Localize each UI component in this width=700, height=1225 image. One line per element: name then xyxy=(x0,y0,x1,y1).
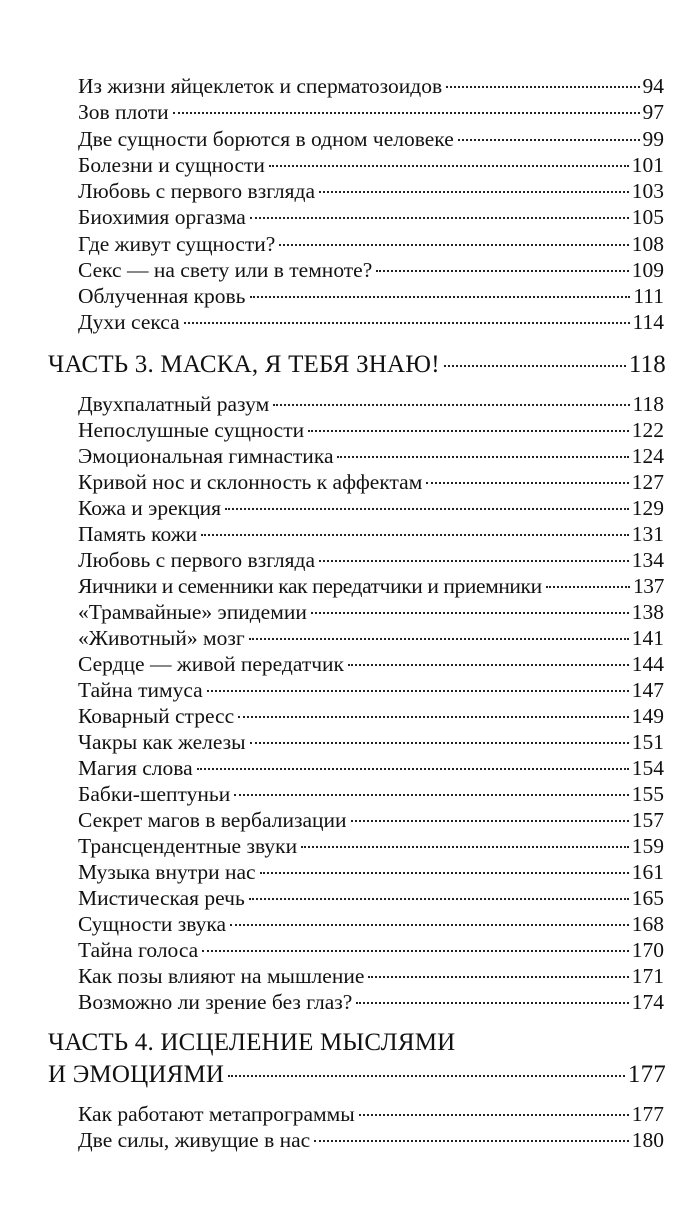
toc-entry xyxy=(78,469,664,495)
dot-leader xyxy=(351,820,629,822)
toc-entry-page: 165 xyxy=(631,886,664,910)
dot-leader xyxy=(301,846,629,848)
toc-entry-title: Болезни и сущности xyxy=(78,153,265,177)
toc-entry-title: Кожа и эрекция xyxy=(78,496,222,520)
toc-entry-page: 111 xyxy=(633,284,664,308)
toc-entry-page: 171 xyxy=(631,964,664,988)
toc-entry-title: Где живут сущности? xyxy=(78,232,276,256)
dot-leader xyxy=(376,270,628,272)
part-title-line2: И ЭМОЦИЯМИ xyxy=(48,1061,225,1088)
toc-entry xyxy=(78,703,664,729)
toc-entry-page: 180 xyxy=(631,1128,664,1152)
toc-entry-page: 149 xyxy=(631,704,664,728)
dot-leader xyxy=(201,534,629,536)
toc-entry-title: Магия слова xyxy=(78,756,193,780)
toc-entry xyxy=(78,283,664,309)
dot-leader xyxy=(173,112,640,114)
toc-entry-page: 109 xyxy=(631,258,664,282)
dot-leader xyxy=(356,1002,628,1004)
dot-leader xyxy=(250,742,629,744)
toc-entry-page: 138 xyxy=(631,600,664,624)
toc-entry xyxy=(78,152,664,178)
toc-entry xyxy=(78,495,664,521)
toc-entry-title: Секрет магов в вербализации xyxy=(78,808,347,832)
toc-entry-title: Эмоциональная гимнастика xyxy=(78,444,334,468)
dot-leader xyxy=(250,296,631,298)
dot-leader xyxy=(260,872,629,874)
toc-entry-title: Из жизни яйцеклеток и сперматозоидов xyxy=(78,74,443,98)
toc-entry xyxy=(78,625,664,651)
toc-entry xyxy=(78,729,664,755)
toc-part-heading xyxy=(48,1060,666,1090)
toc-entry-page: 177 xyxy=(631,1102,664,1126)
dot-leader xyxy=(308,430,629,432)
toc-entry-title: Облученная кровь xyxy=(78,284,246,308)
toc-part-heading xyxy=(48,350,666,380)
toc-entry-page: 154 xyxy=(631,756,664,780)
toc-entry-title: Зов плоти xyxy=(78,100,169,124)
toc-entry-page: 168 xyxy=(631,912,664,936)
toc-entry xyxy=(78,755,664,781)
dot-leader xyxy=(444,365,626,367)
toc-entry-title: Сердце — живой передатчик xyxy=(78,652,344,676)
dot-leader xyxy=(202,950,629,952)
toc-entry-page: 114 xyxy=(632,310,664,334)
toc-entry-page: 103 xyxy=(631,179,664,203)
toc-entry-title: Любовь с первого взгляда xyxy=(78,179,316,203)
toc-entry-page: 99 xyxy=(642,127,664,151)
toc-entry xyxy=(78,521,664,547)
toc-entry xyxy=(78,989,664,1015)
toc-entry-title: Яичники и семенники как передатчики и приемники xyxy=(78,574,542,598)
toc-entry-title: «Животный» мозг xyxy=(78,626,245,650)
toc-entry-page: 118 xyxy=(632,392,664,416)
dot-leader xyxy=(249,638,629,640)
toc-entry-page: 101 xyxy=(631,153,664,177)
toc-entry-title: Две сущности борются в одном человеке xyxy=(78,127,454,151)
toc-entry-title: Музыка внутри нас xyxy=(78,860,256,884)
toc-entry xyxy=(78,807,664,833)
toc-entry-page: 122 xyxy=(631,418,664,442)
toc-entry-title: Непослушные сущности xyxy=(78,418,305,442)
toc-entry-title: Мистическая речь xyxy=(78,886,245,910)
part-page: 118 xyxy=(628,351,666,378)
toc-entry-page: 155 xyxy=(631,782,664,806)
toc-entry-title: Сущности звука xyxy=(78,912,227,936)
dot-leader xyxy=(458,139,640,141)
toc-entry-title: Духи секса xyxy=(78,310,180,334)
part-title-line1: ЧАСТЬ 4. ИСЦЕЛЕНИЕ МЫСЛЯМИ xyxy=(48,1029,456,1056)
toc-entry-title: Тайна голоса xyxy=(78,938,199,962)
toc-entry-title: Две силы, живущие в нас xyxy=(78,1128,311,1152)
toc-entry-page: 159 xyxy=(631,834,664,858)
toc-entry-page: 134 xyxy=(631,548,664,572)
toc-entry-title: Память кожи xyxy=(78,522,198,546)
toc-entry xyxy=(78,99,664,125)
toc-entry-title: Бабки-шептуньи xyxy=(78,782,231,806)
dot-leader xyxy=(319,191,629,193)
part-page: 177 xyxy=(627,1061,666,1088)
toc-entry-title: Как работают метапрограммы xyxy=(78,1102,355,1126)
dot-leader xyxy=(319,560,629,562)
dot-leader xyxy=(311,612,629,614)
dot-leader xyxy=(197,768,629,770)
dot-leader xyxy=(273,404,629,406)
toc-entry-page: 144 xyxy=(631,652,664,676)
toc-entry xyxy=(78,257,664,283)
dot-leader xyxy=(238,716,629,718)
toc-entry-title: «Трамвайные» эпидемии xyxy=(78,600,307,624)
toc-entry xyxy=(78,73,664,99)
part-title: ЧАСТЬ 3. МАСКА, Я ТЕБЯ ЗНАЮ! xyxy=(48,351,440,378)
toc-entry-title: Кривой нос и склонность к аффектам xyxy=(78,470,423,494)
toc-entry xyxy=(78,651,664,677)
toc-entry-title: Трансцендентные звуки xyxy=(78,834,298,858)
toc-entry xyxy=(78,231,664,257)
toc-entry-title: Возможно ли зрение без глаз? xyxy=(78,990,353,1014)
dot-leader xyxy=(207,690,629,692)
toc-entry xyxy=(78,911,664,937)
toc-entry xyxy=(78,677,664,703)
dot-leader xyxy=(314,1140,629,1142)
toc-entry-page: 151 xyxy=(631,730,664,754)
toc-entry xyxy=(78,126,664,152)
dot-leader xyxy=(225,508,629,510)
dot-leader xyxy=(337,456,628,458)
toc-entry xyxy=(78,547,664,573)
toc-entry xyxy=(78,781,664,807)
toc-entry-page: 129 xyxy=(631,496,664,520)
dot-leader xyxy=(230,924,629,926)
dot-leader xyxy=(249,898,629,900)
toc-entry-page: 141 xyxy=(631,626,664,650)
toc-entry-page: 105 xyxy=(631,205,664,229)
toc-entry-page: 97 xyxy=(642,100,664,124)
toc-entry-title: Как позы влияют на мышление xyxy=(78,964,365,988)
toc-entry-page: 137 xyxy=(632,574,664,598)
toc-entry xyxy=(78,599,664,625)
toc-entry xyxy=(78,1101,664,1127)
dot-leader xyxy=(426,482,628,484)
toc-entry xyxy=(78,885,664,911)
toc-entry-page: 147 xyxy=(631,678,664,702)
toc-entry xyxy=(78,443,664,469)
toc-entry-page: 108 xyxy=(631,232,664,256)
toc-entry-page: 174 xyxy=(631,990,664,1014)
toc-entry-title: Секс — на свету или в темноте? xyxy=(78,258,373,282)
toc-entry xyxy=(78,309,664,335)
toc-entry xyxy=(78,1127,664,1153)
toc-entry-title: Любовь с первого взгляда xyxy=(78,548,316,572)
dot-leader xyxy=(359,1114,629,1116)
toc-entry xyxy=(78,859,664,885)
toc-entry-title: Тайна тимуса xyxy=(78,678,203,702)
toc-entry-page: 157 xyxy=(631,808,664,832)
dot-leader xyxy=(184,322,630,324)
dot-leader xyxy=(368,976,628,978)
dot-leader xyxy=(279,244,628,246)
toc-entry xyxy=(78,937,664,963)
toc-entry-page: 131 xyxy=(631,522,664,546)
toc-entry xyxy=(78,963,664,989)
toc-entry-page: 127 xyxy=(631,470,664,494)
toc-entry-page: 170 xyxy=(631,938,664,962)
dot-leader xyxy=(269,165,629,167)
toc-entry xyxy=(78,204,664,230)
toc-entry-page: 161 xyxy=(631,860,664,884)
toc-entry-title: Биохимия оргазма xyxy=(78,205,246,229)
toc-entry-title: Коварный стресс xyxy=(78,704,235,728)
dot-leader xyxy=(228,1075,625,1077)
dot-leader xyxy=(546,586,630,588)
toc-entry-page: 94 xyxy=(642,74,664,98)
toc-entry xyxy=(78,833,664,859)
dot-leader xyxy=(250,217,629,219)
toc-entry xyxy=(78,391,664,417)
dot-leader xyxy=(348,664,629,666)
dot-leader xyxy=(234,794,629,796)
toc-entry xyxy=(78,573,664,599)
dot-leader xyxy=(446,86,639,88)
toc-entry-page: 124 xyxy=(631,444,664,468)
toc-entry-title: Двухпалатный разум xyxy=(78,392,270,416)
toc-entry-title: Чакры как железы xyxy=(78,730,246,754)
toc-entry xyxy=(78,178,664,204)
toc-entry xyxy=(78,417,664,443)
